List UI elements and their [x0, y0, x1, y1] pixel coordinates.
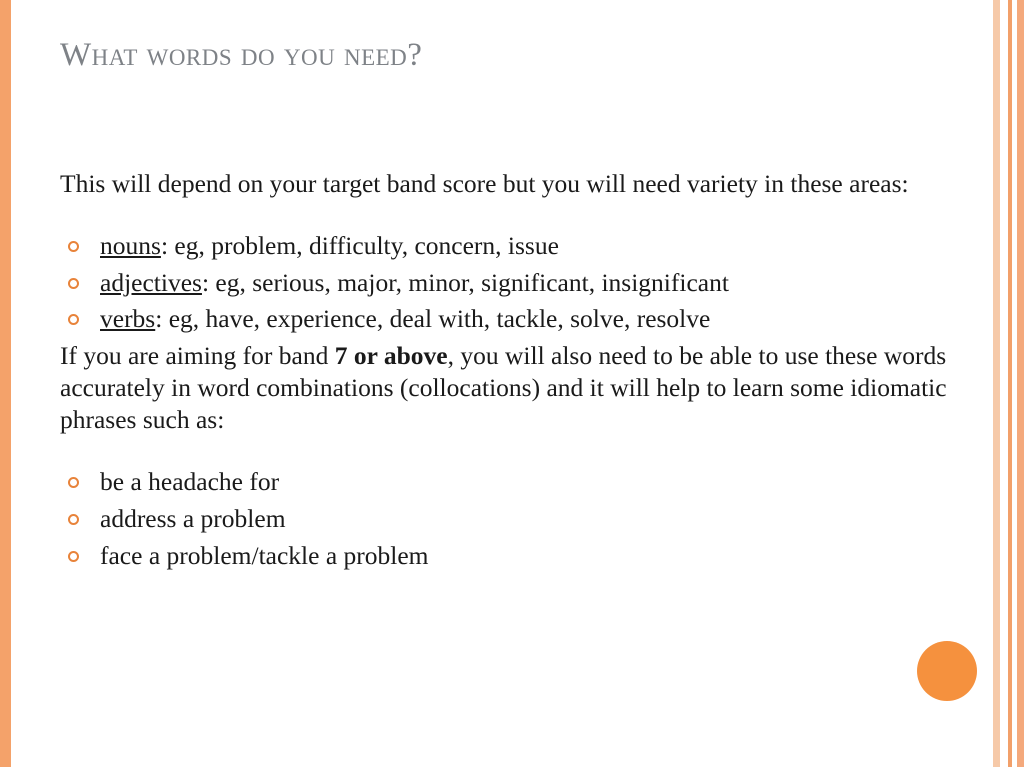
- slide-title: What words do you need?: [60, 37, 423, 73]
- slide-body: [60, 168, 970, 576]
- list-item: [60, 466, 970, 499]
- left-decorative-bar: [0, 0, 11, 767]
- list-item: [60, 230, 970, 263]
- band-note-after: , you will also need to be able to use these words accurately in word combinations (collocations) and it will help to learn some idiomatic phrases such as:: [60, 341, 947, 435]
- word-class-examples: : eg, have, experience, deal with, tackle, solve, resolve: [155, 304, 711, 334]
- right-decorative-bar-mid: [1008, 0, 1012, 767]
- phrase-text: be a headache for: [100, 467, 280, 497]
- circle-bullet-icon: [68, 514, 79, 525]
- list-item: [60, 267, 970, 300]
- intro-paragraph: This will depend on your target band score but you will need variety in these areas:: [60, 169, 909, 198]
- spacer: [60, 436, 970, 466]
- orange-circle-decoration: [917, 641, 977, 701]
- phrase-text: face a problem/tackle a problem: [100, 540, 429, 570]
- word-class-examples: : eg, serious, major, minor, significant, insignificant: [201, 267, 729, 297]
- list-item: [60, 303, 970, 336]
- word-class-label: adjectives: [100, 267, 202, 297]
- list-item: [60, 540, 970, 573]
- circle-bullet-icon: [68, 241, 79, 252]
- word-class-label: verbs: [100, 304, 156, 334]
- band-note-emphasis: 7 or above: [334, 341, 448, 370]
- band-note-paragraph: [60, 340, 970, 436]
- right-decorative-bar-light: [993, 0, 1000, 767]
- word-class-examples: : eg, problem, difficulty, concern, issue: [160, 231, 559, 261]
- phrase-text: address a problem: [100, 504, 286, 533]
- right-decorative-bar-outer: [1017, 0, 1024, 767]
- phrase-list: [60, 466, 970, 572]
- band-note-before: If you are aiming for band: [60, 341, 335, 370]
- left-decorative-bar-inner: [11, 0, 14, 767]
- circle-bullet-icon: [68, 477, 79, 488]
- spacer: [60, 200, 970, 230]
- word-class-list: [60, 230, 970, 336]
- circle-bullet-icon: [68, 314, 79, 325]
- circle-bullet-icon: [68, 278, 79, 289]
- word-class-label: nouns: [100, 231, 161, 261]
- list-item: [60, 503, 970, 536]
- circle-bullet-icon: [68, 551, 79, 562]
